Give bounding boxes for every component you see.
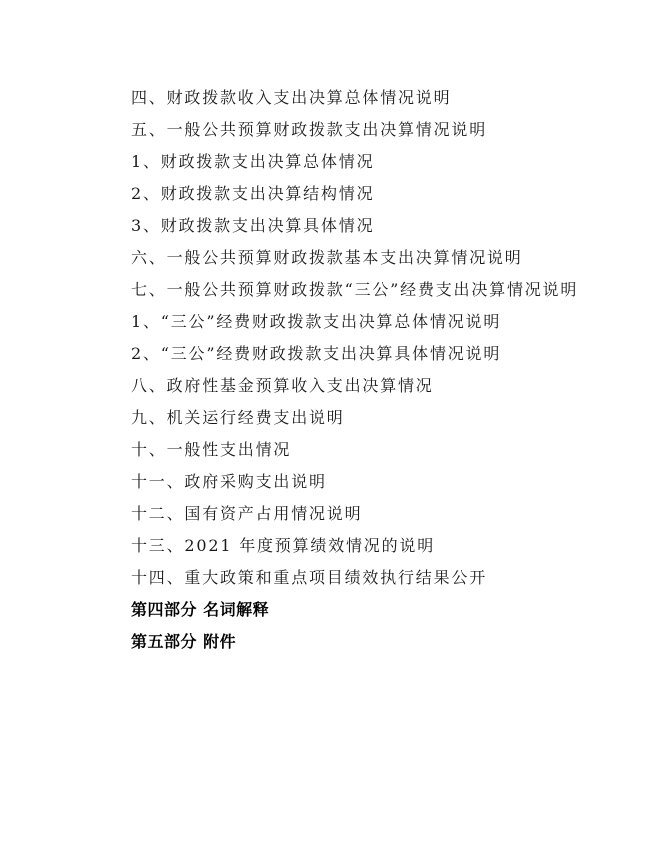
toc-item-section-5-1: 1、财政拨款支出决算总体情况 xyxy=(131,152,375,171)
toc-item-section-12: 十二、国有资产占用情况说明 xyxy=(131,504,363,523)
toc-item-part-5: 第五部分 附件 xyxy=(131,632,237,651)
toc-item-section-9: 九、机关运行经费支出说明 xyxy=(131,408,345,427)
toc-item-section-5-3: 3、财政拨款支出决算具体情况 xyxy=(131,216,375,235)
toc-item-section-10: 十、一般性支出情况 xyxy=(131,440,292,459)
toc-item-section-6: 六、一般公共预算财政拨款基本支出决算情况说明 xyxy=(131,248,523,267)
toc-item-section-13: 十三、2021 年度预算绩效情况的说明 xyxy=(131,536,436,555)
toc-item-section-7: 七、一般公共预算财政拨款“三公”经费支出决算情况说明 xyxy=(131,280,579,299)
toc-item-section-8: 八、政府性基金预算收入支出决算情况 xyxy=(131,376,434,395)
toc-item-section-4: 四、财政拨款收入支出决算总体情况说明 xyxy=(131,88,452,107)
toc-item-section-7-2: 2、“三公”经费财政拨款支出决算具体情况说明 xyxy=(131,344,502,363)
toc-item-section-14: 十四、重大政策和重点项目绩效执行结果公开 xyxy=(131,568,488,587)
toc-item-part-4: 第四部分 名词解释 xyxy=(131,600,270,619)
toc-item-section-11: 十一、政府采购支出说明 xyxy=(131,472,327,491)
toc-item-section-7-1: 1、“三公”经费财政拨款支出决算总体情况说明 xyxy=(131,312,502,331)
toc-item-section-5-2: 2、财政拨款支出决算结构情况 xyxy=(131,184,375,203)
table-of-contents xyxy=(131,84,631,660)
toc-item-section-5: 五、一般公共预算财政拨款支出决算情况说明 xyxy=(131,120,488,139)
